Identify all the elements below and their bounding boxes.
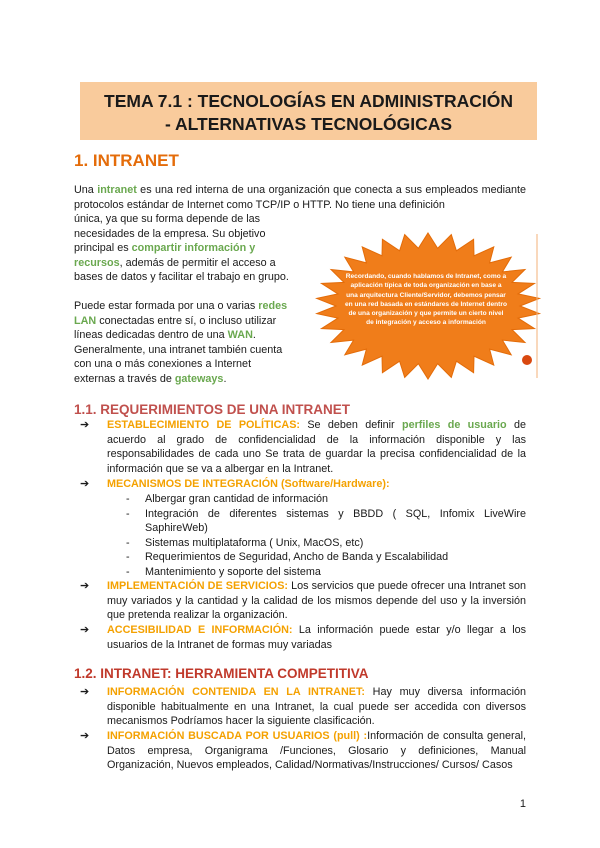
requirement-item-integration: ➔ MECANISMOS DE INTEGRACIÓN (Software/Hardware): [80,478,390,490]
section-1-2-heading: 1.2. INTRANET: HERRAMIENTA COMPETITIVA [74,666,369,681]
page-number: 1 [519,798,526,810]
arrow-icon: ➔ [80,624,90,636]
objective-paragraph: única, ya que su forma depende de las necesidades de la empresa. Su objetivo principal es compartir información y recursos, además de permitir el acceso a bases de datos y facilitar el trabajo en grupo. [74,213,289,284]
callout-text: Recordando, cuando hablamos de Intranet, como a aplicación típica de toda organización en base a una arquitectura Cliente/Servidor, debemos pensar en una red basada en estándares de Internet dentro de una organización y que permite un cierto nivel de integración y acceso a información [345,273,507,327]
list-item: - Mantenimiento y soporte del sistema [126,565,321,578]
section-1-heading: 1. INTRANET [74,151,179,170]
requirement-item-accessibility: ➔ ACCESIBILIDAD E INFORMACIÓN: La información puede estar y/o llegar a los usuarios de la Intranet de formas muy variadas [80,624,526,651]
list-item: - Integración de diferentes sistemas y BBDD ( SQL, Infomix LiveWire SaphireWeb) [126,507,526,535]
arrow-icon: ➔ [80,478,90,490]
requirement-item-policies: ➔ ESTABLECIMIENTO DE POLÍTICAS: Se deben definir perfiles de usuario de acuerdo al grado de confidencialidad de la información disponible y las responsabilidades de cada uno Se trata de guardar la precisa confidencialidad de la información que se va a albergar en la Intranet. [80,419,526,475]
section-1-1-heading: 1.1. REQUERIMIENTOS DE UNA INTRANET [74,402,351,417]
arrow-icon: ➔ [80,580,90,592]
arrow-icon: ➔ [80,730,90,742]
requirement-item-services: ➔ IMPLEMENTACIÓN DE SERVICIOS: Los servicios que puede ofrecer una Intranet son muy variados y la cantidad y la calidad de los mismos depende del uso y la inversión que pretenda realizar la organización. [80,580,526,622]
composition-paragraph: Puede estar formada por una o varias redes LAN conectadas entre sí, o incluso utilizar líneas dedicadas dentro de una WAN. Generalmente, una intranet también cuenta con una o más conexiones a Internet externas a través de gateways. [74,300,288,385]
arrow-icon: ➔ [80,419,90,431]
page-title [80,90,537,136]
list-item: - Requerimientos de Seguridad, Ancho de Banda y Escalabilidad [126,551,449,564]
intranet-term: intranet [97,184,137,196]
callout-marker-icon [522,355,532,365]
intro-paragraph: Una intranet es una red interna de una organización que conecta a sus empleados mediante protocolos estándar de Internet como TCP/IP o HTTP. No tiene una definición [74,184,526,211]
title-line-2: - ALTERNATIVAS TECNOLÓGICAS [164,114,453,134]
integration-sublist [126,492,526,580]
list-item: - Albergar gran cantidad de información [126,493,329,505]
competitive-item-pull: ➔ INFORMACIÓN BUSCADA POR USUARIOS (pull) :Información de consulta general, Datos empresa, Organigrama /Funciones, Glosario y definiciones, Manual Organización, Nuevos empleados, Calidad/Normativas/Instrucciones/ Cursos/ Casos [80,730,526,772]
arrow-icon: ➔ [80,686,90,698]
list-item: - Sistemas multiplataforma ( Unix, MacOS, etc) [126,536,364,549]
competitive-item-content: ➔ INFORMACIÓN CONTENIDA EN LA INTRANET: Hay muy diversa información disponible habitualmente en una Intranet, la cual puede ser accedida con diversos mecanismos Podríamos hacer la siguiente clasificación. [80,686,526,728]
title-line-1: TEMA 7.1 : TECNOLOGÍAS EN ADMINISTRACIÓN [104,91,513,111]
